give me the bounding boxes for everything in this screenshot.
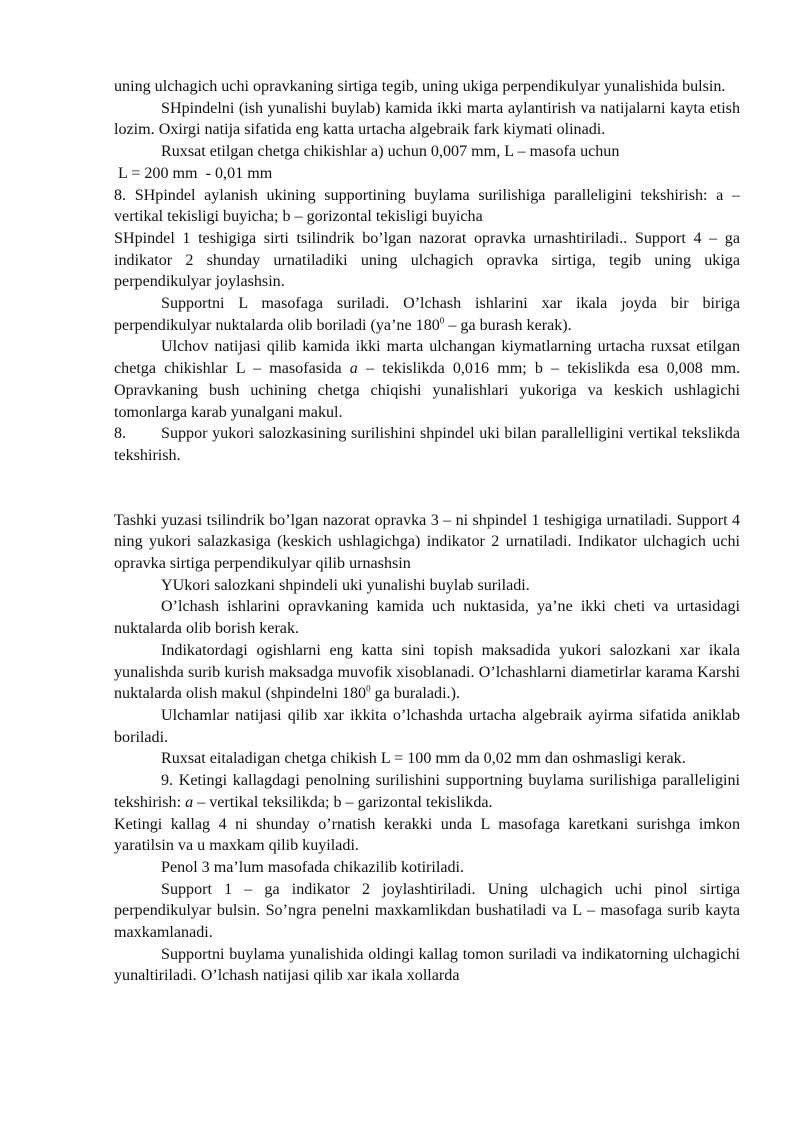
paragraph — [114, 705, 740, 748]
paragraph-text: SHpindel 1 teshigiga sirti tsilindrik bo’lgan nazorat opravka urnashtiriladi.. Support 4 – ga indikator 2 shunday urnatiladiki uning ulchagich opravka sirtiga, tegib uning ukiga perpendikulyar joylashsin. — [114, 229, 740, 291]
degree-superscript: 0 — [366, 683, 371, 694]
paragraph — [114, 857, 740, 879]
section-number: 8. — [114, 425, 127, 443]
paragraph — [114, 748, 740, 770]
paragraph — [114, 944, 740, 987]
paragraph-text: Ketingi kallag 4 ni shunday o’rnatish kerakki unda L masofaga karetkani surishga imkon yaratilsin va u maxkam qilib kuyiladi. — [114, 815, 740, 855]
paragraph-text: Suppor yukori salozkasining surilishini shpindel uki bilan parallelligini vertikal tekslikda tekshirish. — [114, 425, 740, 464]
paragraph-text: Supportni L masofaga suriladi. O’lchash ishlarini xar ikala joyda bir biriga perpendikulyar nuktalarda olib boriladi (ya’ne 180 — [114, 295, 740, 334]
paragraph-text: Support 1 – ga indikator 2 joylashtiriladi. Uning ulchagich uchi pinol sirtiga perpendikulyar bulsin. So’ngra penelni maxkamlikdan bushatiladi va L – masofaga surib kayta maxkamlanadi. — [114, 880, 740, 942]
paragraph — [114, 423, 740, 466]
italic-letter: a — [185, 793, 194, 811]
paragraph-text: Supportni buylama yunalishida oldingi kallag tomon suriladi va indikatorning ulchagichi yunaltiriladi. O’lchash natijasi qilib xar ikala xollarda — [114, 945, 740, 985]
paragraph — [114, 293, 740, 336]
paragraph-text: Tashki yuzasi tsilindrik bo’lgan nazorat opravka 3 – ni shpindel 1 teshigiga urnatiladi. Support 4 ning yukori salazkasiga (keskich ushlagichga) indikator 2 urnatiladi. Indikator ulchagich uchi opravka sirtiga perpendikulyar qilib urnashsin — [114, 511, 740, 573]
paragraph — [114, 141, 740, 163]
paragraph-text: ga buraladi.). — [370, 685, 460, 703]
paragraph-text: – vertikal teksilikda; b – garizontal tekislikda. — [193, 793, 493, 811]
paragraph-text: 8. SHpindel aylanish ukining supportining buylama surilishiga paralleligini tekshirish: a – vertikal tekisligi buyicha; b – gorizontal tekisligi buyicha — [114, 186, 740, 226]
document-page — [114, 76, 740, 987]
paragraph-text: uning ulchagich uchi opravkaning sirtiga tegib, uning ukiga perpendikulyar yunalishida bulsin. — [114, 78, 726, 95]
paragraph — [114, 770, 740, 813]
paragraph-text: Penol 3 ma’lum masofada chikazilib kotiriladi. — [161, 858, 465, 876]
paragraph — [114, 879, 740, 944]
paragraph-text: O’lchash ishlarini opravkaning kamida uch nuktasida, ya’ne ikki cheti va urtasidagi nuktalarda olib borish kerak. — [114, 598, 740, 638]
paragraph-text: – tekislikda 0,016 mm; b – tekislikda esa 0,008 mm. Opravkaning bush uchining chetga chiqishi yunalishlari yukoriga va keskich ushlagichi tomonlarga karab yunalgani makul. — [114, 360, 740, 421]
paragraph — [114, 640, 740, 705]
italic-letter: a — [349, 360, 358, 378]
paragraph-text: Indikatordagi ogishlarni eng katta sini topish maksadida yukori salozkani xar ikala yunalishda surib kurish maksadga muvofik xisoblanadi. O’lchashlarni diametirlar karama Karshi nuktalarda olish makul (shpindelni 180 — [114, 641, 740, 703]
paragraph — [114, 76, 740, 98]
paragraph-text: Ulchamlar natijasi qilib xar ikkita o’lchashda urtacha algebraik ayirma sifatida aniklab boriladi. — [114, 706, 740, 746]
paragraph-text: L = 200 mm - 0,01 mm — [114, 164, 273, 182]
paragraph-text: – ga burash kerak). — [444, 316, 572, 334]
degree-superscript: 0 — [439, 315, 445, 326]
paragraph — [114, 336, 740, 423]
paragraph-text: Ruxsat etilgan chetga chikishlar a) uchun 0,007 mm, L – masofa uchun — [161, 143, 620, 161]
paragraph — [114, 510, 740, 575]
paragraph-text: 9. Ketingi kallagdagi penolning surilishini supportning buylama surilishiga paralleligini tekshirish: — [114, 772, 740, 811]
paragraph — [114, 98, 740, 141]
paragraph — [114, 814, 740, 857]
paragraph-text: YUkori salozkani shpindeli uki yunalishi buylab suriladi. — [161, 576, 530, 594]
paragraph — [114, 185, 740, 228]
paragraph — [114, 228, 740, 293]
paragraph-text: SHpindelni (ish yunalishi buylab) kamida ikki marta aylantirish va natijalarni kayta etish lozim. Oxirgi natija sifatida eng katta urtacha algebraik fark kiymati olinadi. — [114, 99, 740, 139]
paragraph — [114, 575, 740, 597]
paragraph-text: Ruxsat eitaladigan chetga chikish L = 100 mm da 0,02 mm dan oshmasligi kerak. — [161, 750, 686, 768]
paragraph-text: Ulchov natijasi qilib kamida ikki marta ulchangan kiymatlarning urtacha ruxsat etilgan chetga chikishlar L – masofasida — [114, 338, 740, 378]
blank-space — [114, 467, 740, 510]
paragraph — [114, 596, 740, 639]
paragraph — [114, 163, 740, 185]
